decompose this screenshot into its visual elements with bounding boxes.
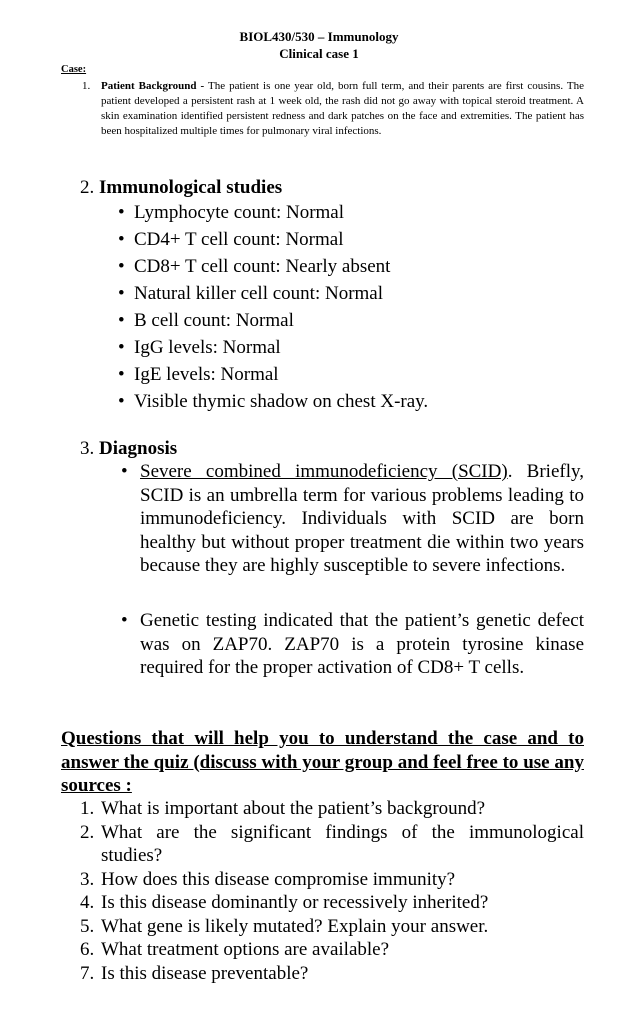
patient-background <box>101 79 584 139</box>
question-item: 1. What is important about the patient’s background? <box>80 798 486 819</box>
background-number: 1. <box>82 80 91 92</box>
question-item: 2. What are the significant findings of the immunological studies? <box>80 821 584 866</box>
bullet-icon: • <box>118 283 125 304</box>
bullet-icon: • <box>118 229 125 250</box>
bullet-icon: • <box>118 202 125 223</box>
questions-heading: Questions that will help you to understand the case and to answer the quiz (discuss with your group and feel free to use any sources : <box>61 728 584 796</box>
section-title: Immunological studies <box>99 177 283 198</box>
question-item: 6. What treatment options are available? <box>80 939 390 960</box>
finding-item: • IgG levels: Normal <box>118 334 428 361</box>
question-item: 4. Is this disease dominantly or recessively inherited? <box>80 892 489 913</box>
diagnosis-heading <box>80 437 177 460</box>
finding-item: • CD8+ T cell count: Nearly absent <box>118 253 428 280</box>
background-text: The patient is one year old, born full term, and their parents are first cousins. The patient developed a persistent rash at 1 week old, the rash did not go away with topical steroid treatment. A skin examination identified persistent redness and dark patches on the face and extremities. The patient has been hospitalized multiple times for pulmonary viral infections. <box>101 80 584 137</box>
immunological-findings-list <box>118 199 428 415</box>
finding-item: • IgE levels: Normal <box>118 361 428 388</box>
diagnosis-term: Severe combined immunodeficiency (SCID) <box>140 461 508 482</box>
bullet-icon: • <box>118 310 125 331</box>
diagnosis-item-genetic <box>118 609 584 680</box>
question-item: 3. How does this disease compromise immunity? <box>80 868 456 890</box>
bullet-icon: • <box>118 364 125 385</box>
immunological-studies-heading <box>80 176 282 199</box>
diagnosis-item-scid <box>118 460 584 578</box>
section-number: 3. <box>80 438 95 459</box>
section-number: 2. <box>80 177 95 198</box>
diagnosis-text <box>140 460 584 578</box>
case-title: Clinical case 1 <box>279 46 359 61</box>
case-label: Case: <box>61 64 87 75</box>
finding-item: • B cell count: Normal <box>118 307 428 334</box>
genetic-testing-text: Genetic testing indicated that the patient’s genetic defect was on ZAP70. ZAP70 is a protein tyrosine kinase required for the proper activation of CD8+ T cells. <box>140 610 584 678</box>
finding-item: • CD4+ T cell count: Normal <box>118 226 428 253</box>
bullet-icon: • <box>118 391 125 412</box>
finding-item: • Visible thymic shadow on chest X-ray. <box>118 388 428 415</box>
bullet-icon: • <box>121 610 128 631</box>
question-item: 7. Is this disease preventable? <box>80 962 309 984</box>
finding-item: • Lymphocyte count: Normal <box>118 199 428 226</box>
background-heading: Patient Background - <box>101 80 205 92</box>
bullet-icon: • <box>118 337 125 358</box>
course-title: BIOL430/530 – Immunology <box>239 29 399 44</box>
diagnosis-description: . Briefly, SCID is an umbrella term for various problems leading to immunodeficiency. Individuals with SCID are born healthy but without proper treatment die within two years because they are highly susceptible to severe infections. <box>140 461 584 576</box>
question-item: 5. What gene is likely mutated? Explain your answer. <box>80 915 489 937</box>
finding-item: • Natural killer cell count: Normal <box>118 280 428 307</box>
bullet-icon: • <box>118 256 125 277</box>
bullet-icon: • <box>121 461 128 482</box>
section-title: Diagnosis <box>99 438 178 459</box>
